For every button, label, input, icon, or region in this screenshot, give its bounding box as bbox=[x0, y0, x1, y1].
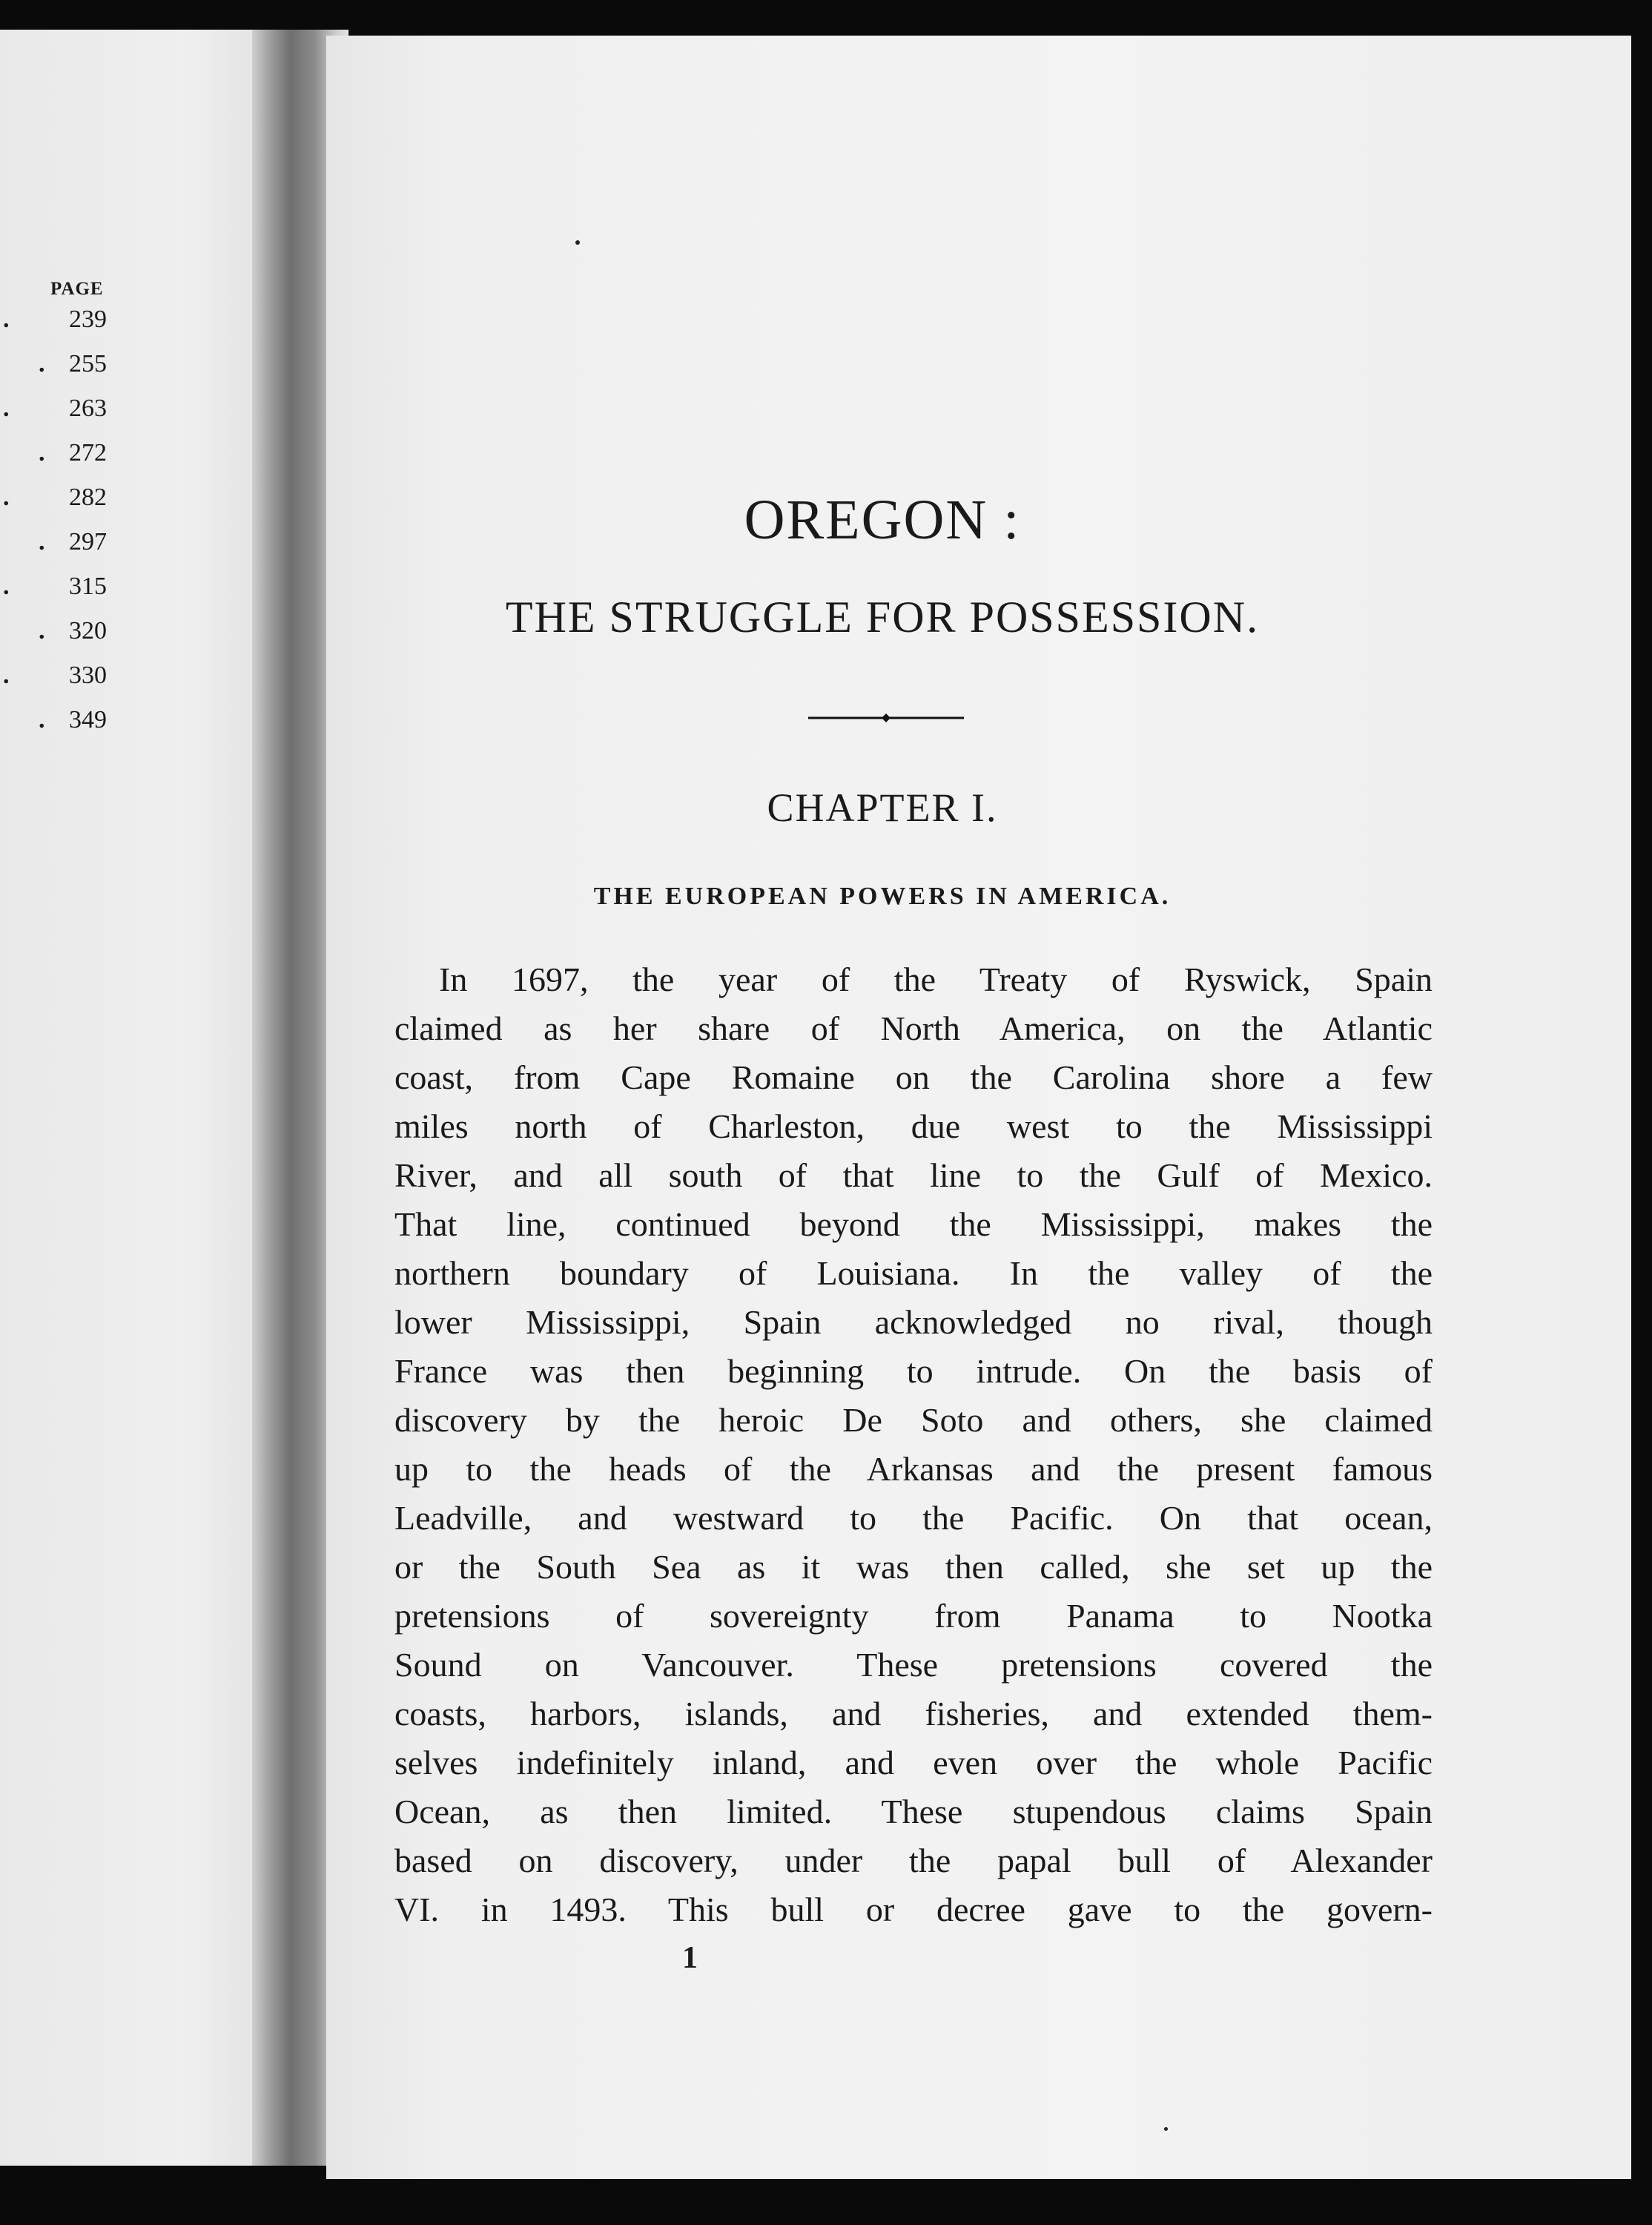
body-line: or the South Sea as it was then called, she set up the bbox=[394, 1548, 1433, 1586]
toc-entry bbox=[0, 350, 111, 395]
toc-entry bbox=[0, 573, 111, 617]
toc-entry bbox=[0, 395, 111, 439]
toc-leader-dot: . bbox=[3, 306, 10, 333]
body-line: Leadville, and westward to the Pacific. On that ocean, bbox=[394, 1499, 1433, 1537]
toc-page-number: 255 bbox=[69, 350, 107, 378]
toc-entry bbox=[0, 484, 111, 528]
body-line: coasts, harbors, islands, and fisheries, and extended them- bbox=[394, 1695, 1433, 1733]
toc-entry bbox=[0, 528, 111, 573]
toc-leader-dot: . bbox=[3, 484, 10, 511]
toc-entry bbox=[0, 439, 111, 484]
page-number: 1 bbox=[682, 1941, 698, 1975]
toc-page-heading: PAGE bbox=[50, 279, 104, 299]
toc-leader-dot: . bbox=[3, 573, 10, 600]
body-line: discovery by the heroic De Soto and others, she claimed bbox=[394, 1401, 1433, 1439]
body-line: miles north of Charleston, due west to the Mississippi bbox=[394, 1107, 1433, 1145]
toc-leader-dot: . bbox=[39, 528, 45, 556]
toc-leader-dot: . bbox=[3, 662, 10, 689]
toc-page-number: 315 bbox=[69, 573, 107, 600]
toc-leader-dot: . bbox=[39, 350, 45, 378]
previous-page-fragment bbox=[0, 30, 267, 2166]
toc-entry bbox=[0, 306, 111, 350]
toc-page-number: 239 bbox=[69, 306, 107, 333]
body-line: lower Mississippi, Spain acknowledged no rival, though bbox=[394, 1303, 1433, 1341]
toc-leader-dot: . bbox=[3, 395, 10, 422]
ornamental-rule-icon bbox=[808, 712, 964, 724]
book-page bbox=[326, 36, 1631, 2179]
toc-leader-dot: . bbox=[39, 439, 45, 467]
chapter-heading: CHAPTER I. bbox=[767, 785, 998, 830]
toc-page-number: 263 bbox=[69, 395, 107, 422]
body-line: River, and all south of that line to the Gulf of Mexico. bbox=[394, 1156, 1433, 1194]
toc-page-number: 297 bbox=[69, 528, 107, 556]
print-speck bbox=[1164, 2127, 1168, 2131]
book-subtitle: THE STRUGGLE FOR POSSESSION. bbox=[505, 593, 1260, 642]
toc-page-number: 349 bbox=[69, 706, 107, 734]
chapter-title: THE EUROPEAN POWERS IN AMERICA. bbox=[593, 883, 1172, 910]
body-line: pretensions of sovereignty from Panama to Nootka bbox=[394, 1597, 1433, 1635]
body-line: coast, from Cape Romaine on the Carolina shore a few bbox=[394, 1058, 1433, 1096]
body-line: France was then beginning to intrude. On the basis of bbox=[394, 1352, 1433, 1390]
body-line: Ocean, as then limited. These stupendous claims Spain bbox=[394, 1793, 1433, 1830]
toc-page-number: 282 bbox=[69, 484, 107, 511]
body-line: In 1697, the year of the Treaty of Ryswick, Spain bbox=[439, 960, 1433, 998]
body-line: selves indefinitely inland, and even over the whole Pacific bbox=[394, 1744, 1433, 1781]
toc-page-number: 330 bbox=[69, 662, 107, 689]
toc-entry bbox=[0, 706, 111, 751]
toc-leader-dot: . bbox=[39, 706, 45, 734]
toc-page-number: 320 bbox=[69, 617, 107, 645]
body-line: claimed as her share of North America, on the Atlantic bbox=[394, 1009, 1433, 1047]
book-title: OREGON : bbox=[744, 489, 1021, 551]
toc-leader-dot: . bbox=[39, 617, 45, 645]
toc-page-number: 272 bbox=[69, 439, 107, 467]
body-line: Sound on Vancouver. These pretensions covered the bbox=[394, 1646, 1433, 1684]
body-line: up to the heads of the Arkansas and the present famous bbox=[394, 1450, 1433, 1488]
body-line: based on discovery, under the papal bull of Alexander bbox=[394, 1842, 1433, 1879]
body-line: VI. in 1493. This bull or decree gave to the govern- bbox=[394, 1891, 1433, 1928]
print-speck bbox=[575, 240, 580, 245]
toc-entry bbox=[0, 617, 111, 662]
body-line: That line, continued beyond the Mississippi, makes the bbox=[394, 1205, 1433, 1243]
body-line: northern boundary of Louisiana. In the valley of the bbox=[394, 1254, 1433, 1292]
toc-entry bbox=[0, 662, 111, 706]
